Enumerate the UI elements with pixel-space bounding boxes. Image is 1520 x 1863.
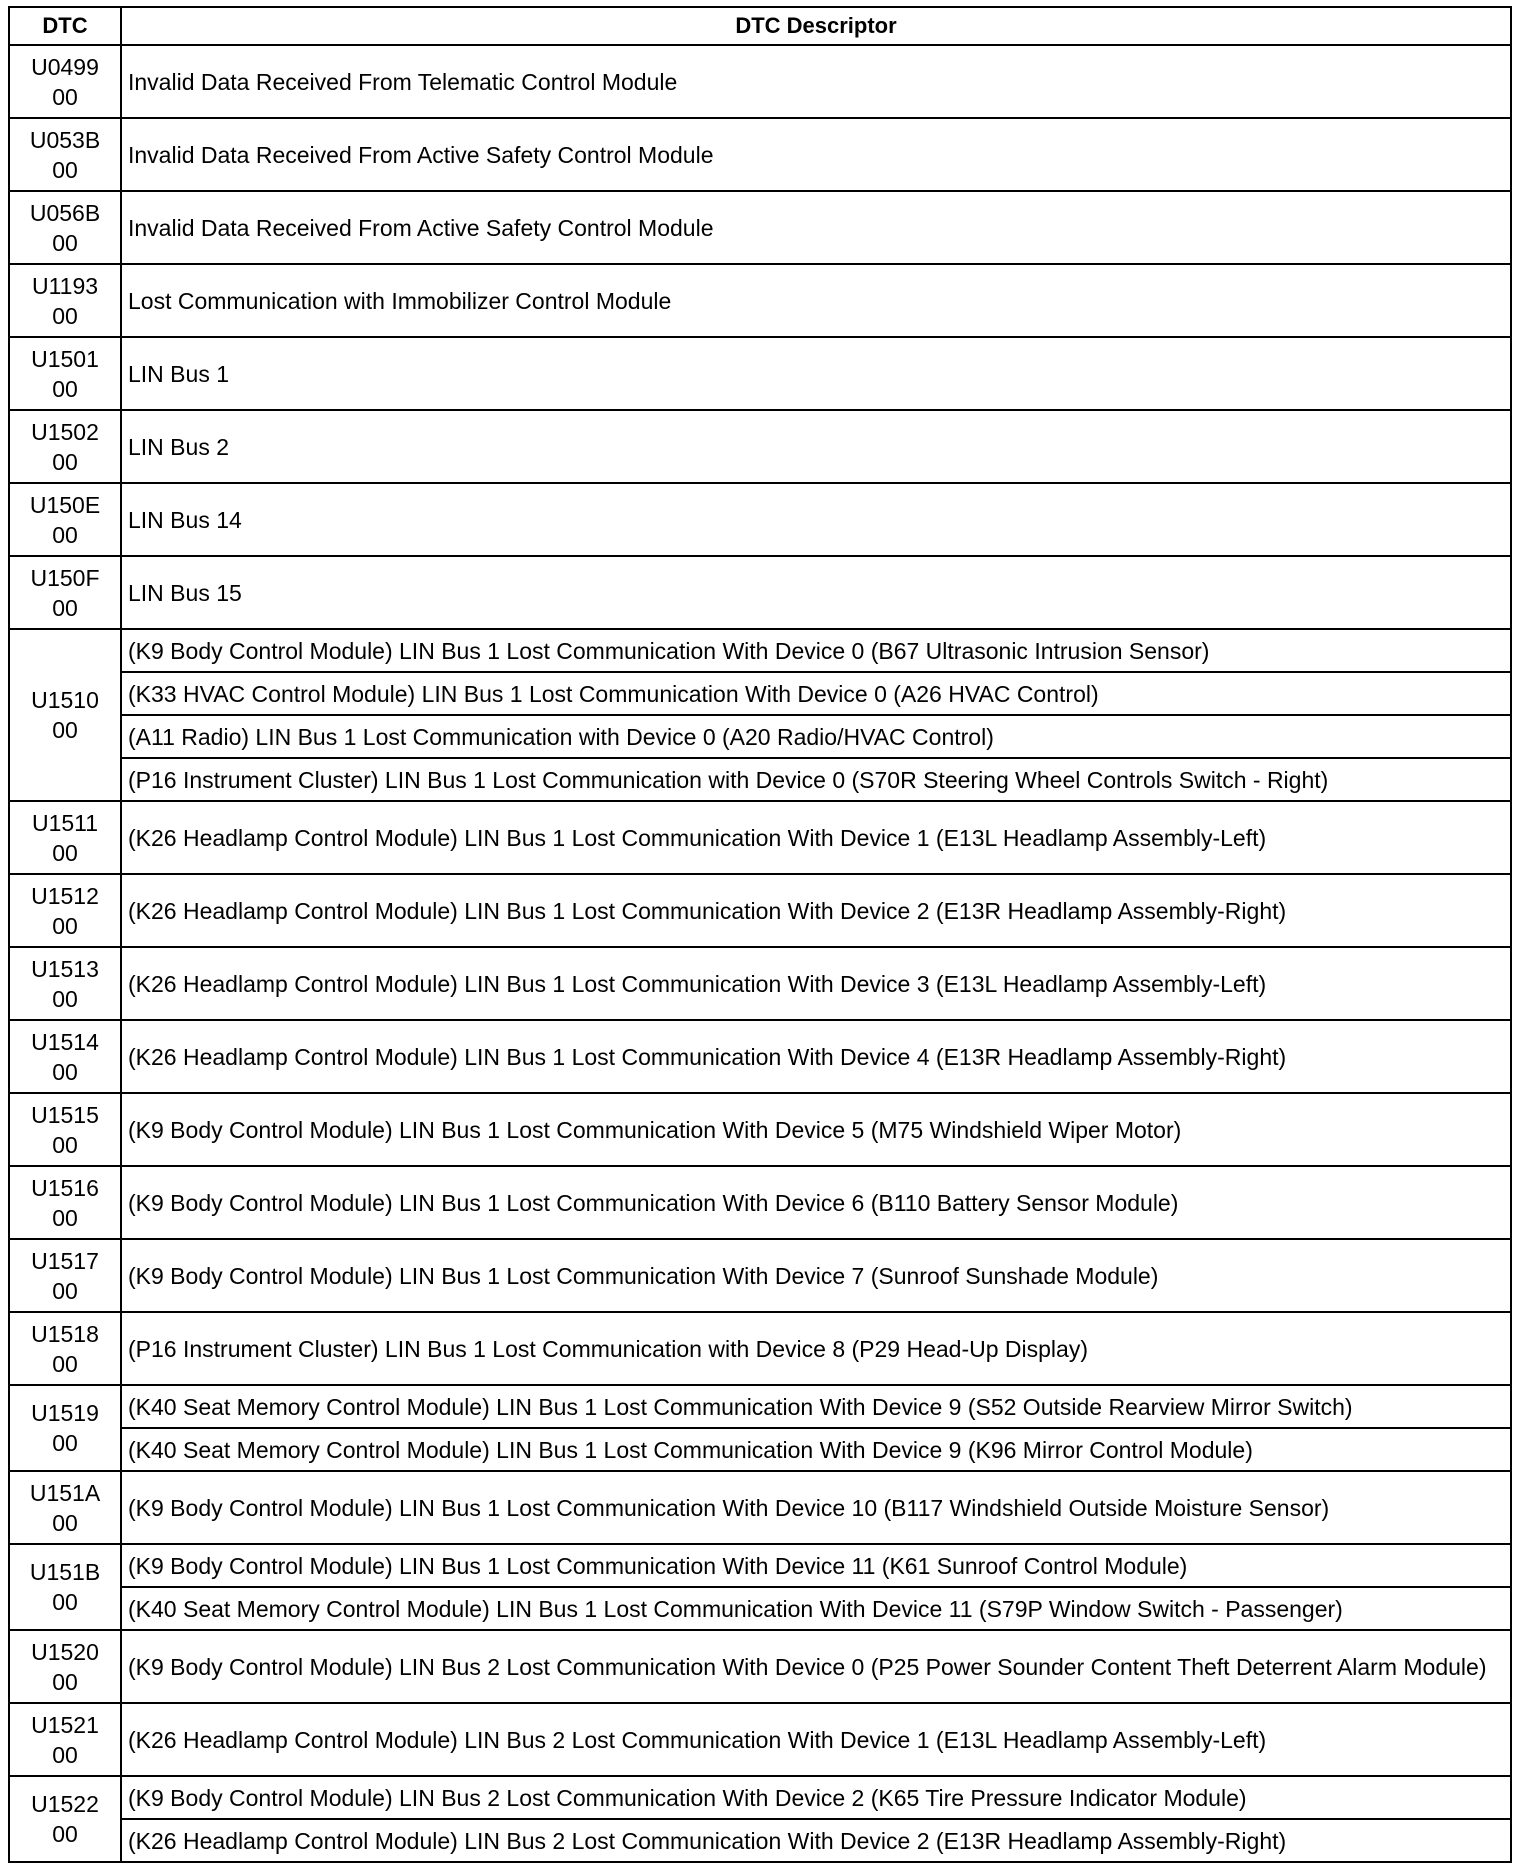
table-row — [9, 1093, 1511, 1166]
dtc-code: U1522 — [31, 1791, 99, 1817]
dtc-descriptor: LIN Bus 15 — [121, 556, 1511, 629]
table-row — [9, 672, 1511, 715]
table-row — [9, 1020, 1511, 1093]
table-row — [9, 1471, 1511, 1544]
table-row — [9, 410, 1511, 483]
table-row — [9, 947, 1511, 1020]
dtc-descriptor: (K26 Headlamp Control Module) LIN Bus 1 Lost Communication With Device 4 (E13R Headlamp Assembly-Right) — [121, 1020, 1511, 1093]
dtc-code-cell — [9, 1630, 121, 1703]
table-row — [9, 45, 1511, 118]
dtc-descriptor: (K9 Body Control Module) LIN Bus 1 Lost Communication With Device 11 (K61 Sunroof Control Module) — [121, 1544, 1511, 1587]
dtc-descriptor: LIN Bus 2 — [121, 410, 1511, 483]
dtc-code-cell — [9, 801, 121, 874]
dtc-code: U1518 — [31, 1320, 99, 1347]
dtc-code: U1501 — [31, 345, 99, 372]
dtc-code-cell — [9, 947, 121, 1020]
dtc-subtype: 00 — [52, 448, 78, 475]
dtc-descriptor: Lost Communication with Immobilizer Control Module — [121, 264, 1511, 337]
dtc-code: U151B — [29, 1559, 101, 1585]
dtc-descriptor: (K40 Seat Memory Control Module) LIN Bus 1 Lost Communication With Device 9 (S52 Outside Rearview Mirror Switch) — [121, 1385, 1511, 1428]
table-row — [9, 1776, 1511, 1819]
table-row — [9, 1703, 1511, 1776]
table-row — [9, 1428, 1511, 1471]
dtc-code: U1513 — [31, 955, 99, 982]
dtc-code-cell — [9, 629, 121, 801]
table-row — [9, 1166, 1511, 1239]
dtc-subtype: 00 — [52, 912, 78, 939]
dtc-subtype: 00 — [52, 1350, 78, 1377]
dtc-table — [8, 6, 1512, 1863]
dtc-descriptor: (K26 Headlamp Control Module) LIN Bus 2 Lost Communication With Device 1 (E13L Headlamp Assembly-Left) — [121, 1703, 1511, 1776]
dtc-code: U150F — [30, 564, 100, 591]
dtc-subtype: 00 — [52, 1277, 78, 1304]
dtc-code: U1510 — [31, 687, 99, 713]
table-row — [9, 629, 1511, 672]
header-dtc-descriptor: DTC Descriptor — [121, 7, 1511, 45]
table-row — [9, 556, 1511, 629]
dtc-code: U1517 — [31, 1247, 99, 1274]
table-row — [9, 1385, 1511, 1428]
dtc-subtype: 00 — [52, 594, 78, 621]
dtc-descriptor: Invalid Data Received From Active Safety Control Module — [121, 118, 1511, 191]
dtc-descriptor: (K26 Headlamp Control Module) LIN Bus 1 Lost Communication With Device 2 (E13R Headlamp Assembly-Right) — [121, 874, 1511, 947]
dtc-code-cell — [9, 1471, 121, 1544]
table-row — [9, 1630, 1511, 1703]
dtc-subtype: 00 — [52, 521, 78, 548]
dtc-descriptor: (P16 Instrument Cluster) LIN Bus 1 Lost Communication with Device 0 (S70R Steering Wheel Controls Switch - Right) — [121, 758, 1511, 801]
table-row — [9, 191, 1511, 264]
dtc-code-cell — [9, 191, 121, 264]
dtc-code: U1514 — [31, 1028, 99, 1055]
dtc-subtype: 00 — [52, 229, 78, 256]
dtc-descriptor: Invalid Data Received From Active Safety Control Module — [121, 191, 1511, 264]
table-row — [9, 1587, 1511, 1630]
dtc-descriptor: LIN Bus 1 — [121, 337, 1511, 410]
table-row — [9, 715, 1511, 758]
dtc-code-cell — [9, 1312, 121, 1385]
dtc-code-cell — [9, 410, 121, 483]
dtc-subtype: 00 — [52, 1131, 78, 1158]
dtc-code-cell — [9, 556, 121, 629]
dtc-code-cell — [9, 1093, 121, 1166]
dtc-code: U1515 — [31, 1101, 99, 1128]
dtc-code-cell — [9, 483, 121, 556]
dtc-subtype: 00 — [52, 302, 78, 329]
dtc-descriptor: (K9 Body Control Module) LIN Bus 1 Lost Communication With Device 5 (M75 Windshield Wiper Motor) — [121, 1093, 1511, 1166]
table-row — [9, 874, 1511, 947]
header-dtc: DTC — [9, 7, 121, 45]
dtc-code-cell — [9, 45, 121, 118]
dtc-subtype: 00 — [52, 375, 78, 402]
dtc-descriptor: (K33 HVAC Control Module) LIN Bus 1 Lost Communication With Device 0 (A26 HVAC Control) — [121, 672, 1511, 715]
dtc-descriptor: (K40 Seat Memory Control Module) LIN Bus 1 Lost Communication With Device 9 (K96 Mirror Control Module) — [121, 1428, 1511, 1471]
dtc-descriptor: (A11 Radio) LIN Bus 1 Lost Communication with Device 0 (A20 Radio/HVAC Control) — [121, 715, 1511, 758]
dtc-subtype: 00 — [52, 985, 78, 1012]
dtc-code-cell — [9, 1776, 121, 1862]
dtc-descriptor: (K9 Body Control Module) LIN Bus 2 Lost Communication With Device 0 (P25 Power Sounder Content Theft Deterrent Alarm Module) — [121, 1630, 1511, 1703]
dtc-subtype: 00 — [52, 1741, 78, 1768]
dtc-code: U056B — [29, 199, 101, 226]
dtc-code-cell — [9, 1544, 121, 1630]
table-row — [9, 801, 1511, 874]
dtc-code: U151A — [29, 1479, 101, 1506]
dtc-code: U1512 — [31, 882, 99, 909]
dtc-code: U1516 — [31, 1174, 99, 1201]
dtc-code: U053B — [29, 126, 101, 153]
dtc-subtype: 00 — [52, 839, 78, 866]
dtc-subtype: 00 — [52, 1509, 78, 1536]
dtc-subtype: 00 — [52, 83, 78, 110]
dtc-descriptor: (K26 Headlamp Control Module) LIN Bus 1 Lost Communication With Device 3 (E13L Headlamp Assembly-Left) — [121, 947, 1511, 1020]
dtc-code: U0499 — [31, 53, 99, 80]
table-row — [9, 264, 1511, 337]
dtc-code: U1511 — [31, 809, 99, 836]
dtc-code: U1520 — [31, 1638, 99, 1665]
table-row — [9, 758, 1511, 801]
dtc-subtype: 00 — [52, 717, 78, 743]
table-row — [9, 1239, 1511, 1312]
dtc-descriptor: (K9 Body Control Module) LIN Bus 1 Lost Communication With Device 10 (B117 Windshield Outside Moisture Sensor) — [121, 1471, 1511, 1544]
table-row — [9, 337, 1511, 410]
dtc-descriptor: (K26 Headlamp Control Module) LIN Bus 1 Lost Communication With Device 1 (E13L Headlamp Assembly-Left) — [121, 801, 1511, 874]
dtc-subtype: 00 — [52, 156, 78, 183]
dtc-subtype: 00 — [52, 1058, 78, 1085]
table-body — [9, 45, 1511, 1862]
dtc-code-cell — [9, 337, 121, 410]
dtc-code-cell — [9, 264, 121, 337]
dtc-subtype: 00 — [52, 1589, 78, 1615]
dtc-code: U1193 — [31, 272, 99, 299]
dtc-code-cell — [9, 1385, 121, 1471]
dtc-subtype: 00 — [52, 1430, 78, 1456]
dtc-code: U1519 — [31, 1400, 99, 1426]
dtc-code: U1521 — [31, 1711, 99, 1738]
dtc-code-cell — [9, 1020, 121, 1093]
dtc-descriptor: (K9 Body Control Module) LIN Bus 2 Lost Communication With Device 2 (K65 Tire Pressure Indicator Module) — [121, 1776, 1511, 1819]
dtc-code: U1502 — [31, 418, 99, 445]
dtc-descriptor: LIN Bus 14 — [121, 483, 1511, 556]
table-row — [9, 483, 1511, 556]
dtc-descriptor: (K9 Body Control Module) LIN Bus 1 Lost Communication With Device 0 (B67 Ultrasonic Intrusion Sensor) — [121, 629, 1511, 672]
dtc-code-cell — [9, 118, 121, 191]
header-row — [9, 7, 1511, 45]
table-row — [9, 118, 1511, 191]
dtc-code-cell — [9, 874, 121, 947]
dtc-descriptor: (K40 Seat Memory Control Module) LIN Bus 1 Lost Communication With Device 11 (S79P Window Switch - Passenger) — [121, 1587, 1511, 1630]
dtc-code-cell — [9, 1239, 121, 1312]
dtc-descriptor: (P16 Instrument Cluster) LIN Bus 1 Lost Communication with Device 8 (P29 Head-Up Display) — [121, 1312, 1511, 1385]
dtc-subtype: 00 — [52, 1821, 78, 1847]
dtc-descriptor: Invalid Data Received From Telematic Control Module — [121, 45, 1511, 118]
dtc-code: U150E — [29, 491, 101, 518]
dtc-subtype: 00 — [52, 1668, 78, 1695]
dtc-code-cell — [9, 1703, 121, 1776]
table-row — [9, 1312, 1511, 1385]
dtc-descriptor: (K9 Body Control Module) LIN Bus 1 Lost Communication With Device 6 (B110 Battery Sensor Module) — [121, 1166, 1511, 1239]
dtc-code-cell — [9, 1166, 121, 1239]
dtc-descriptor: (K26 Headlamp Control Module) LIN Bus 2 Lost Communication With Device 2 (E13R Headlamp Assembly-Right) — [121, 1819, 1511, 1862]
table-row — [9, 1544, 1511, 1587]
table-row — [9, 1819, 1511, 1862]
dtc-subtype: 00 — [52, 1204, 78, 1231]
dtc-descriptor: (K9 Body Control Module) LIN Bus 1 Lost Communication With Device 7 (Sunroof Sunshade Module) — [121, 1239, 1511, 1312]
